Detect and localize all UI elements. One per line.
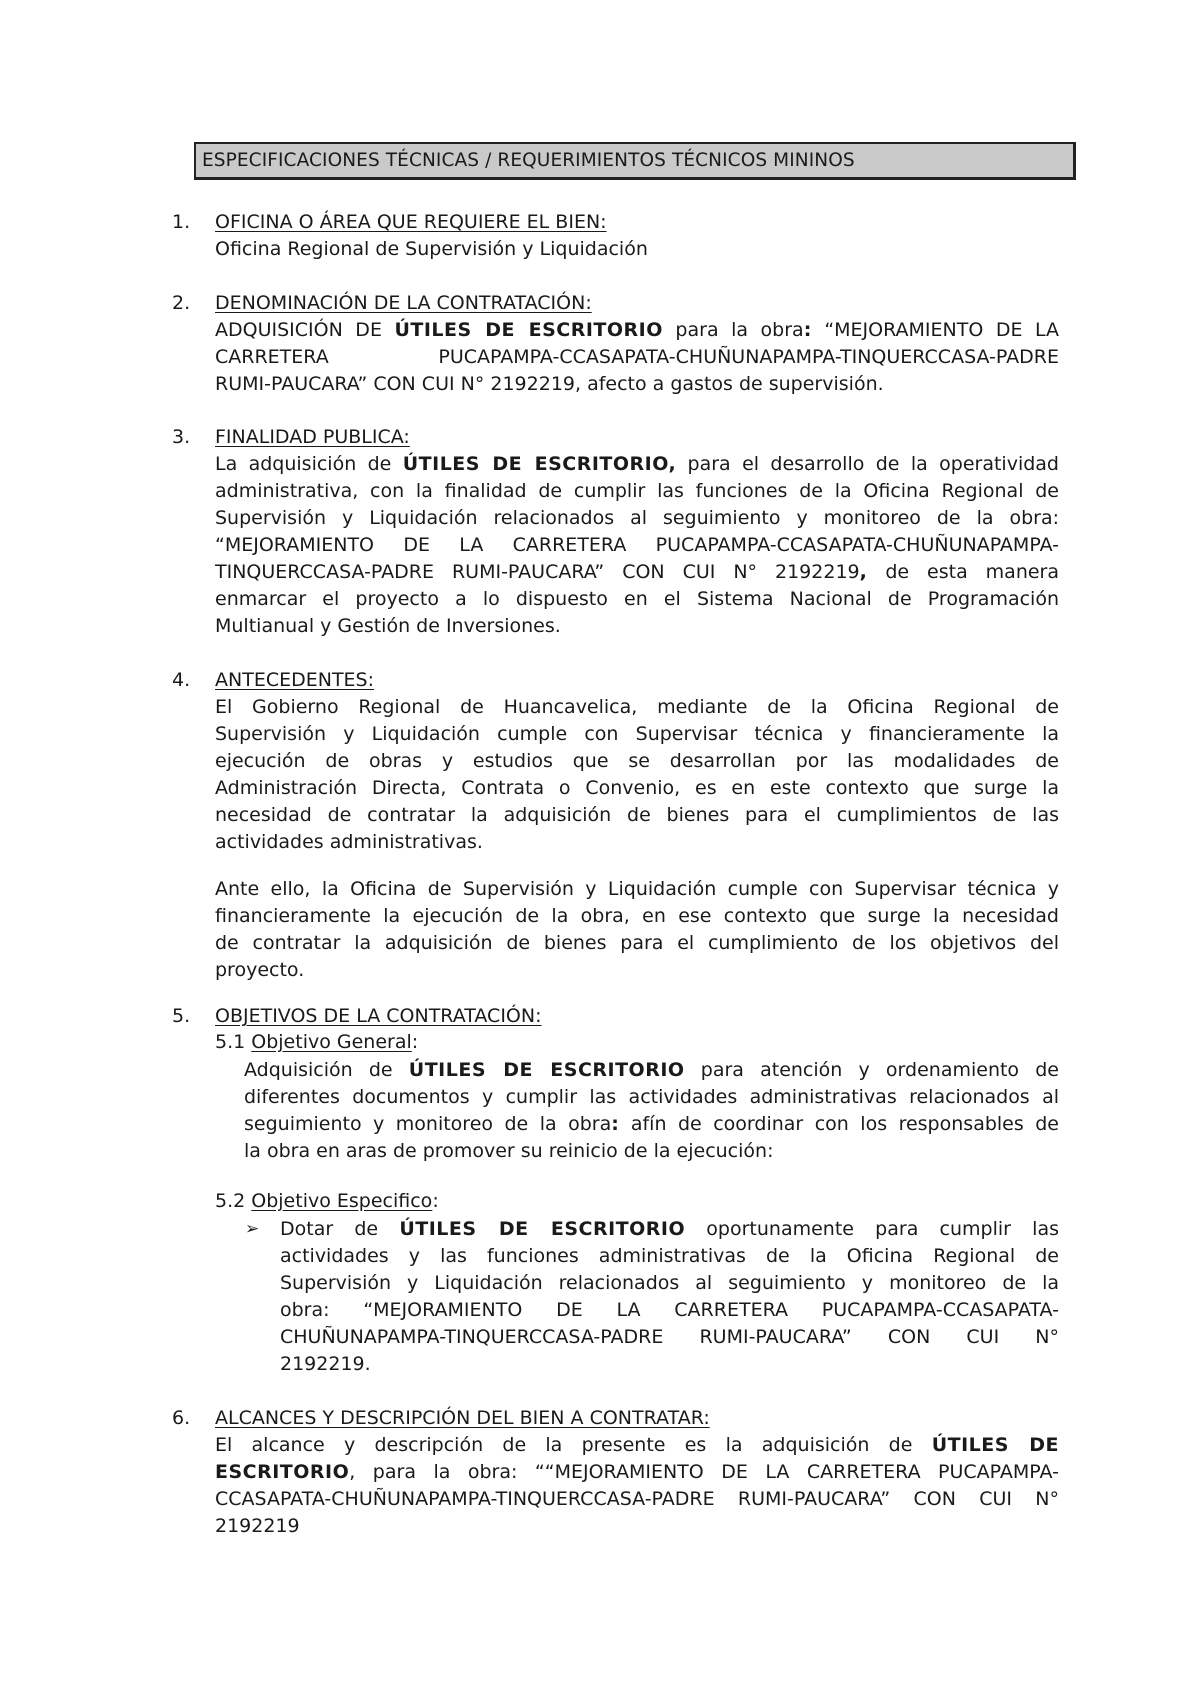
text-line: Oficina Regional de Supervisión y Liquidación bbox=[215, 238, 648, 260]
text-line: El alcance y descripción de la presente es la adquisición de ÚTILES DE bbox=[215, 1434, 1059, 1456]
section-number: 3. bbox=[172, 426, 191, 448]
section-body bbox=[215, 317, 1059, 398]
text-line: Ante ello, la Oficina de Supervisión y Liquidación cumple con Supervisar técnica y bbox=[215, 878, 1059, 900]
text-line: de contratar la adquisición de bienes para el cumplimiento de los objetivos del bbox=[215, 932, 1059, 954]
text-line: 2192219. bbox=[280, 1353, 371, 1375]
section-number: 5. bbox=[172, 1005, 191, 1027]
text-line: necesidad de contratar la adquisición de bienes para el cumplimientos de las bbox=[215, 804, 1059, 826]
text-line: ESCRITORIO, para la obra: ““MEJORAMIENTO DE LA CARRETERA PUCAPAMPA- bbox=[215, 1461, 1059, 1483]
page-title: ESPECIFICACIONES TÉCNICAS / REQUERIMIENTOS TÉCNICOS MININOS bbox=[202, 150, 855, 171]
arrow-bullet-icon: ➢ bbox=[245, 1219, 260, 1239]
title-box bbox=[194, 142, 1076, 180]
text-line: diferentes documentos y cumplir las actividades administrativas relacionados al bbox=[244, 1086, 1059, 1108]
section-heading: ANTECEDENTES: bbox=[215, 669, 375, 691]
bullet-item bbox=[280, 1216, 1059, 1378]
text-line: seguimiento y monitoreo de la obra: afín de coordinar con los responsables de bbox=[244, 1113, 1059, 1135]
text-line: Administración Directa, Contrata o Convenio, es en este contexto que surge la bbox=[215, 777, 1059, 799]
text-line: El Gobierno Regional de Huancavelica, mediante de la Oficina Regional de bbox=[215, 696, 1059, 718]
text-line: La adquisición de ÚTILES DE ESCRITORIO, para el desarrollo de la operatividad bbox=[215, 453, 1059, 475]
subsection-heading-especifico: 5.2 Objetivo Especifico: bbox=[215, 1190, 439, 1212]
text-line: Supervisión y Liquidación relacionados al seguimiento y monitoreo de la bbox=[280, 1272, 1059, 1294]
text-line: CHUÑUNAPAMPA-TINQUERCCASA-PADRE RUMI-PAUCARA” CON CUI N° bbox=[280, 1326, 1059, 1348]
paragraph bbox=[215, 876, 1059, 984]
section-number: 6. bbox=[172, 1407, 191, 1429]
text-line: CCASAPATA-CHUÑUNAPAMPA-TINQUERCCASA-PADRE RUMI-PAUCARA” CON CUI N° bbox=[215, 1488, 1059, 1510]
text-line: financieramente la ejecución de la obra, en ese contexto que surge la necesidad bbox=[215, 905, 1059, 927]
section-heading: DENOMINACIÓN DE LA CONTRATACIÓN: bbox=[215, 292, 592, 314]
text-line: actividades y las funciones administrativas de la Oficina Regional de bbox=[280, 1245, 1059, 1267]
text-line: actividades administrativas. bbox=[215, 831, 483, 853]
text-line: RUMI-PAUCARA” CON CUI N° 2192219, afecto a gastos de supervisión. bbox=[215, 373, 884, 395]
text-line: enmarcar el proyecto a lo dispuesto en el Sistema Nacional de Programación bbox=[215, 588, 1059, 610]
section-heading: ALCANCES Y DESCRIPCIÓN DEL BIEN A CONTRATAR: bbox=[215, 1407, 710, 1429]
text-line: CARRETERA PUCAPAMPA-CCASAPATA-CHUÑUNAPAMPA-TINQUERCCASA-PADRE bbox=[215, 346, 1059, 368]
section-heading: FINALIDAD PUBLICA: bbox=[215, 426, 410, 448]
section-number: 2. bbox=[172, 292, 191, 314]
section-number: 1. bbox=[172, 211, 191, 233]
text-line: 2192219 bbox=[215, 1515, 300, 1537]
section-heading: OBJETIVOS DE LA CONTRATACIÓN: bbox=[215, 1005, 542, 1027]
text-line: Multianual y Gestión de Inversiones. bbox=[215, 615, 561, 637]
paragraph bbox=[244, 1057, 1059, 1165]
section-body bbox=[215, 1432, 1059, 1540]
section-body bbox=[215, 236, 1059, 263]
text-line: ejecución de obras y estudios que se desarrollan por las modalidades de bbox=[215, 750, 1059, 772]
text-line: proyecto. bbox=[215, 959, 305, 981]
text-line: TINQUERCCASA-PADRE RUMI-PAUCARA” CON CUI N° 2192219, de esta manera bbox=[215, 561, 1060, 583]
text-line: ADQUISICIÓN DE ÚTILES DE ESCRITORIO para la obra: “MEJORAMIENTO DE LA bbox=[215, 319, 1060, 341]
text-line: administrativa, con la finalidad de cumplir las funciones de la Oficina Regional de bbox=[215, 480, 1059, 502]
subsection-heading-general: 5.1 Objetivo General: bbox=[215, 1031, 419, 1053]
section-body bbox=[215, 451, 1059, 640]
text-line: obra: “MEJORAMIENTO DE LA CARRETERA PUCAPAMPA-CCASAPATA- bbox=[280, 1299, 1059, 1321]
text-line: “MEJORAMIENTO DE LA CARRETERA PUCAPAMPA-CCASAPATA-CHUÑUNAPAMPA- bbox=[215, 534, 1059, 556]
section-heading: OFICINA O ÁREA QUE REQUIERE EL BIEN: bbox=[215, 211, 607, 233]
text-line: Supervisión y Liquidación relacionados al seguimiento y monitoreo de la obra: bbox=[215, 507, 1059, 529]
text-line: Supervisión y Liquidación cumple con Supervisar técnica y financieramente la bbox=[215, 723, 1059, 745]
text-line: Dotar de ÚTILES DE ESCRITORIO oportunamente para cumplir las bbox=[280, 1218, 1059, 1240]
section-number: 4. bbox=[172, 669, 191, 691]
paragraph bbox=[215, 694, 1059, 856]
text-line: Adquisición de ÚTILES DE ESCRITORIO para atención y ordenamiento de bbox=[244, 1059, 1059, 1081]
text-line: la obra en aras de promover su reinicio de la ejecución: bbox=[244, 1140, 774, 1162]
